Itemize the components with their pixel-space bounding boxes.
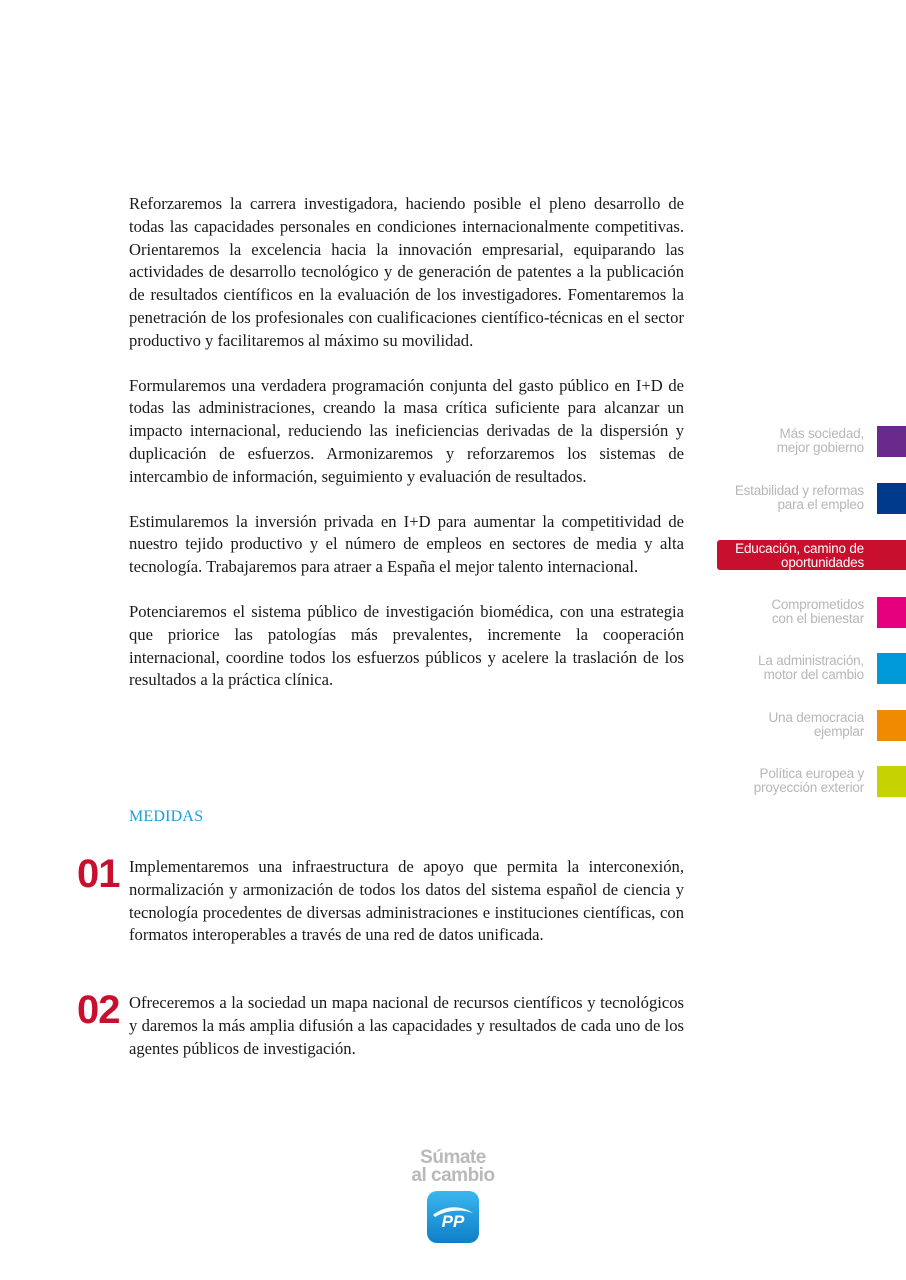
section-color-tab [877,766,906,797]
measure-number: 01 [77,852,120,896]
section-nav-label: Una democracia ejemplar [768,710,864,739]
section-nav-label: Educación, camino de oportunidades [735,541,864,570]
section-nav-label: La administración, motor del cambio [758,653,864,682]
section-nav-item[interactable] [706,597,906,629]
paragraph: Formularemos una verdadera programación conjunta del gasto público en I+D de todas las administraciones, creando la masa crítica suficiente para alcanzar un impacto internacional, reduciendo las ineficiencias derivadas de la dispersión y duplicación de esfuerzos. Armonizaremos y reforzaremos los sistemas de intercambio de información, seguimiento y evaluación de resultados. [129,375,684,486]
pp-logo-mark [427,1191,479,1243]
section-nav-item[interactable] [706,483,906,515]
section-color-tab [877,597,906,628]
section-color-tab [877,710,906,741]
section-nav-item[interactable] [706,710,906,742]
measures-heading: MEDIDAS [129,808,204,825]
footer [400,1149,506,1243]
body-text [129,193,684,714]
section-nav-item[interactable] [706,766,906,798]
section-nav-item[interactable] [706,426,906,458]
paragraph: Potenciaremos el sistema público de investigación biomédica, con una estrategia que priorice las patologías más prevalentes, incremente la cooperación internacional, coordine todos los esfuerzos públicos y acelere la traslación de los resultados a la práctica clínica. [129,601,684,690]
measure-text: Ofreceremos a la sociedad un mapa nacional de recursos científicos y tecnológicos y daremos la más amplia difusión a las capacidades y resultados de cada uno de los agentes públicos de investigación. [129,993,684,1058]
section-nav-label: Comprometidos con el bienestar [771,597,864,626]
section-nav-item[interactable] [706,653,906,685]
section-nav-label: Estabilidad y reformas para el empleo [734,483,864,512]
measure-number: 02 [77,988,120,1032]
section-nav-item-active[interactable] [706,540,906,572]
paragraph: Reforzaremos la carrera investigadora, haciendo posible el pleno desarrollo de todas las capacidades personales en condiciones internacionalmente competitivas. Orientaremos la excelencia hacia la innovación empresarial, equiparando las actividades de desarrollo tecnológico y de generación de patentes a la publicación de resultados científicos en la evaluación de los investigadores. Fomentaremos la penetración de los profesionales con cualificaciones científico-técnicas en el sector productivo y facilitaremos al máximo su movilidad. [129,194,684,350]
pp-logo-icon [427,1191,479,1243]
section-color-tab [877,483,906,514]
paragraph: Estimularemos la inversión privada en I+D para aumentar la competitividad de nuestro tejido productivo y el número de empleos en sectores de media y alta tecnología. Trabajaremos para atraer a España el mejor talento internacional. [129,511,684,577]
slogan: Súmate al cambio [411,1147,495,1186]
logo-text: PP [441,1212,465,1231]
section-nav-label: Más sociedad, mejor gobierno [776,426,864,455]
section-nav-label: Política europea y proyección exterior [753,766,864,795]
section-color-tab [877,426,906,457]
section-color-tab [877,653,906,684]
measure-text: Implementaremos una infraestructura de apoyo que permita la interconexión, normalización y armonización de todos los datos del sistema español de ciencia y tecnología procedentes de diversas administraciones e instituciones científicas, con formatos interoperables a través de una red de datos unificada. [129,857,684,945]
